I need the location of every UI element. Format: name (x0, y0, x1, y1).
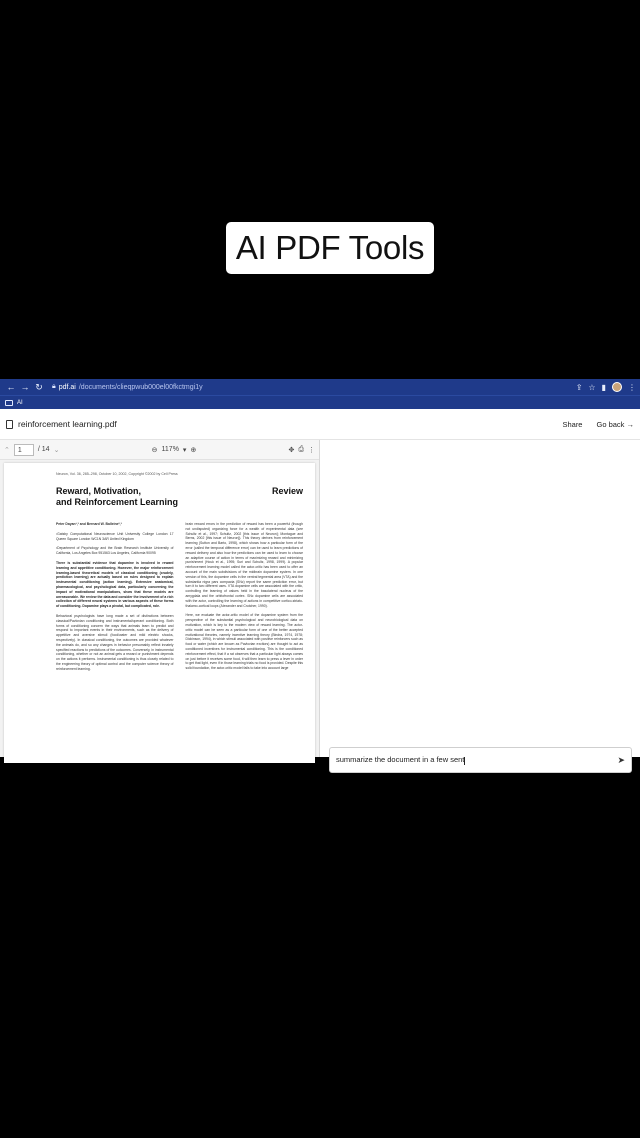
body-text-left: Behavioral psychologists have long made a set of distinctions between classical/Pavlovian conditioning and instrumental/operant conditioning. Both forms of conditioning concern the ways that animals learn to predict and respond to important events in their environments, such as the delivery of appetitive and aversive stimuli (food/water and mild electric shocks, respectively). In classical conditioning, the outcomes are provided whatever the animals do, and so any changes in behavior presumably reflect innately specified reactions to predictions of the outcomes. Conversely, in instrumental conditioning, whether or not an animal gets a reward or punishment depends on the actions it performs. Instrumental conditioning is thus closely related to the engineering theory of optimal control and the computer science theory of reinforcement learning. (56, 613, 174, 671)
app-header (0, 409, 640, 440)
paper-title-line-1: Reward, Motivation, (56, 486, 142, 496)
affiliation-2: ²Department of Psychology and the Brain Research Institute University of California, Los Angeles Box 951563 Los Angeles, California 90095 (56, 546, 174, 556)
bookmark-star-icon[interactable]: ☆ (588, 382, 596, 392)
share-button[interactable]: Share (562, 419, 583, 429)
go-back-button[interactable]: Go back → (596, 419, 634, 429)
more-menu-icon[interactable]: ⋮ (628, 382, 636, 392)
send-icon[interactable]: ➤ (617, 754, 625, 765)
paper-title (56, 486, 196, 508)
print-icon[interactable]: ⎙ (298, 445, 305, 453)
page-number-input[interactable]: 1 (14, 444, 34, 456)
lock-icon: 🔒︎ (52, 383, 56, 390)
more-options-icon[interactable]: ⋮ (308, 446, 316, 454)
chat-input-text: summarize the document in a few sent (336, 755, 465, 765)
chat-panel (321, 440, 640, 765)
file-name: reinforcement learning.pdf (18, 419, 117, 429)
zoom-dropdown-icon[interactable]: ▾ (182, 446, 187, 454)
section-label: Review (271, 486, 303, 496)
sidebar-toggle-icon[interactable]: ▮ (601, 382, 606, 392)
bookmark-ai[interactable]: AI (17, 399, 23, 406)
back-arrow-icon[interactable]: ← (6, 382, 16, 392)
body-text-right-2: Here, we evaluate the actor-critic model of the dopamine system from the perspective of the substantial psychological and neurobiological data on motivation, which is key to the modern view of reward learning. The actor-critic model can be seen as a particular form of one of the better accepted motivational theories, namely incentive learning theory (Bindra, 1974, 1978; Dickinson, 1994), in which stimuli associated with positive reinforcers such as food or water (which are known as Pavlovian excitors) are thought to act as conditioned incentives for instrumental conditioning. This is the conditioned reinforcement effect, that if a rat observes that a particular light always comes on just before it receives some food, it will then learn to press a lever in order to get that light, even if in those learning trials no food is provided. Despite this solid foundation, the actor-critic model fails to take into account large (185, 613, 303, 671)
forward-arrow-icon[interactable]: → (20, 382, 30, 392)
body-text-right-1: brain reward errors in the prediction of reward has been a powerful (though not undisputed) organizing force for a wealth of experimental data (see Schultz et al., 1997; Schultz, 2002 [this issue of Neuron]; Montague and Berns, 2002 [this issue of Neuron]). This theory derives from reinforcement learning (Sutton and Barto, 1998), which shows how a particular form of the error (called the temporal difference error) can be used to learn predictions of reward delivery and also how the predictions can be used to learn to choose an adaptive course of action in terms of maximizing reward and minimizing punishment (Houk et al., 1995; Suri and Schultz, 1998, 1999). A popular reinforcement learning model called the actor-critic has been used to offer an account of the main subdivisions of the midbrain dopamine system. In one version of this, the dopamine cells in the ventral tegmental area (VTA) and the substantia nigra pars compacta (SNc) report the same prediction error, but turn it to two different uses. VTA dopamine cells are associated with the critic, controlling the learning of values held in the basolateral nucleus of the amygdala and the orbitofrontal cortex. SNc dopamine cells are associated with the actor, controlling the learning of actions in competitive cortico-striato-thalamo-cortical loops (Alexander and Crutcher, 1990). (185, 522, 303, 608)
bookmarks-bar (0, 395, 640, 409)
document-icon (6, 420, 13, 429)
zoom-select[interactable]: 117% (161, 446, 179, 453)
folder-icon (5, 400, 13, 406)
zoom-in-icon[interactable]: ⊕ (190, 446, 197, 454)
zoom-out-icon[interactable]: ⊖ (151, 446, 158, 454)
right-column (186, 522, 304, 677)
affiliation-1: ¹Gatsby Computational Neuroscience Unit University College London 17 Queen Square London WC1N 3AR United Kingdom (56, 531, 174, 541)
pdf-toolbar (0, 440, 319, 460)
browser-toolbar (0, 379, 640, 395)
abstract: There is substantial evidence that dopamine is involved in reward learning and appetitive conditioning. However, the major reinforcement learning-based theoretical models of classical conditioning (crudely, prediction learning) are actually based on rules designed to explain instrumental conditioning (action learning). Extensive anatomical, pharmacological, and psychological data, particularly concerning the impact of motivational manipulations, show that these models are unreasonable. We review the data and consider the involvement of a rich collection of different neural systems in various aspects of these forms of conditioning. Dopamine plays a pivotal, but complicated, role. (56, 560, 174, 609)
share-page-icon[interactable]: ⇪ (575, 382, 583, 392)
authors: Peter Dayan¹,³ and Bernard W. Balleine²,³ (56, 522, 122, 526)
profile-avatar[interactable] (612, 382, 622, 392)
text-caret (464, 757, 465, 765)
next-page-icon[interactable]: ⌄ (53, 446, 60, 454)
pdf-page (4, 463, 315, 763)
caption-text: AI PDF Tools (235, 229, 425, 266)
journal-citation: Neuron, Vol. 36, 285–298, October 10, 2002, Copyright ©2002 by Cell Press (56, 472, 178, 476)
pan-tool-icon[interactable]: ✥ (288, 446, 295, 454)
url-domain: pdf.ai (58, 383, 76, 391)
browser-screenshot (0, 379, 640, 765)
pdf-viewer (0, 440, 320, 757)
url-path: /documents/clieqpwub000el00fkctmgi1y (78, 383, 203, 391)
paper-title-line-2: and Reinforcement Learning (56, 497, 179, 507)
left-column (56, 522, 174, 677)
total-pages: / 14 (37, 446, 50, 453)
address-bar[interactable] (52, 383, 203, 391)
caption-banner (226, 222, 434, 274)
chat-input[interactable] (329, 747, 632, 773)
prev-page-icon[interactable]: ⌃ (4, 446, 10, 454)
reload-icon[interactable]: ↻ (35, 381, 43, 392)
